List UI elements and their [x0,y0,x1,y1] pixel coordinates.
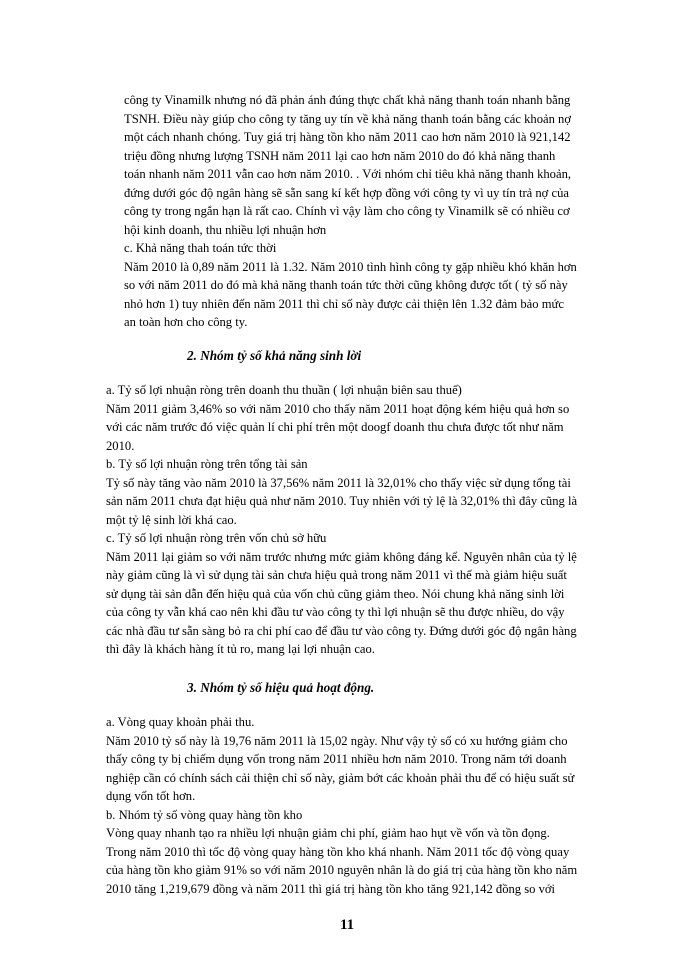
paragraph-line: Năm 2010 tỷ số này là 19,76 năm 2011 là 15,02 ngày. Như vậy tỷ số có xu hướng giảm cho [106,734,568,748]
paragraph-line: công ty trong ngắn hạn là rất cao. Chính vì vậy làm cho công ty Vinamilk sẽ có nhiều cơ [124,204,570,218]
paragraph-line: nhỏ hơn 1) tuy nhiên đến năm 2011 thì chỉ số này được cải thiện lên 1.32 đảm bảo mức [124,297,564,311]
paragraph-line: một cách nhanh chóng. Tuy giá trị hàng tồn kho năm 2011 cao hơn năm 2010 là 921,142 [124,130,571,144]
paragraph-line: sử dụng tài sản dẫn đến hiệu quả của vốn chủ cũng giảm theo. Nói chung khả năng sinh lời [106,587,565,601]
paragraph-line: các nhà đầu tư sẵn sàng bỏ ra chi phí cao để đầu tư vào công ty. Đứng dưới góc độ ngân hàng [106,624,577,638]
paragraph-line: 2010 tăng 1,219,679 đồng và năm 2011 thì giá trị hàng tồn kho tăng 921,142 đồng so với [106,882,556,896]
paragraph-line: công ty Vinamilk nhưng nó đã phản ánh đúng thực chất khả năng thanh toán nhanh bằng [124,93,571,107]
subheading-line: c. Tỷ số lợi nhuận ròng trên vốn chủ sở hữu [106,531,327,545]
paragraph-line: so với năm 2011 do đó mà khả năng thanh toán tức thời cũng không được tốt ( tỷ số này [124,278,568,292]
paragraph-line: sản năm 2011 chưa đạt hiệu quả như năm 2010. Tuy nhiên với tỷ lệ là 32,01% thì đây cũng là [106,494,578,508]
paragraph-line: đứng dưới góc độ ngân hàng sẽ sẵn sang kí kết hợp đồng với công ty vì uy tín trả nợ của [124,186,569,200]
paragraph-line: Năm 2011 lại giảm so với năm trước nhưng mức giảm không đáng kể. Nguyên nhân của tỷ lệ [106,550,577,564]
paragraph-line: hội kinh doanh, thu nhiều lợi nhuận hơn [124,223,327,237]
subheading-line: b. Nhóm tỷ số vòng quay hàng tồn kho [106,808,303,822]
paragraph-line: Năm 2011 giảm 3,46% so với năm 2010 cho thấy năm 2011 hoạt động kém hiệu quả hơn so [106,402,570,416]
paragraph-line: triệu đồng nhưng lượng TSNH năm 2011 lại cao hơn năm 2010 do đó khả năng thanh [124,149,556,163]
subheading-line: c. Khả năng thah toán tức thời [124,241,277,255]
subheading-line: a. Vòng quay khoản phải thu. [106,715,255,729]
section-heading-2: 2. Nhóm tỷ số khả năng sinh lời [187,348,362,363]
section-heading-3: 3. Nhóm tỷ số hiệu quả hoạt động. [187,680,375,695]
paragraph-line: một tỷ lệ sinh lời khá cao. [106,513,237,527]
paragraph-line: toán nhanh năm 2011 vẫn cao hơn năm 2010. . Với nhóm chỉ tiêu khả năng thanh khoản, [124,167,572,181]
paragraph-line: này giảm cũng là vì sử dụng tài sản chưa hiệu quả trong năm 2011 vì thế mà giảm hiệu suất [106,568,567,582]
paragraph-line: với các năm trước đó việc quản lí chi phí trên một doogf doanh thu chưa được tốt như năm [106,420,564,434]
paragraph-line: của hàng tồn kho giảm 91% so với năm 2010 nguyên nhân là do giá trị của hàng tồn kho năm [106,863,578,877]
subheading-line: a. Tỷ số lợi nhuận ròng trên doanh thu thuần ( lợi nhuận biên sau thuế) [106,383,462,397]
paragraph-line: thì đây là khách hàng ít tủ ro, mang lại lợi nhuận cao. [106,642,375,656]
paragraph-line: Tỷ số này tăng vào năm 2010 là 37,56% năm 2011 là 32,01% cho thấy việc sử dụng tổng tài [106,476,571,490]
paragraph-line: Trong năm 2010 thì tốc độ vòng quay hàng tồn kho khá nhanh. Năm 2011 tốc độ vòng quay [106,845,570,859]
page-number: 11 [340,917,355,933]
paragraph-line: TSNH. Điều này giúp cho công ty tăng uy tín về khả năng thanh toán bằng các khoản nợ [124,112,571,126]
paragraph-line: an toàn hơn cho công ty. [124,315,248,329]
subheading-line: b. Tỷ số lợi nhuận ròng trên tổng tài sản [106,457,308,471]
paragraph-line: 2010. [106,439,135,453]
paragraph-line: thấy công ty bị chiếm dụng vốn trong năm 2011 nhiều hơn năm 2010. Trong năm tới doanh [106,752,567,766]
paragraph-line: Năm 2010 là 0,89 năm 2011 là 1.32. Năm 2010 tình hình công ty gặp nhiều khó khăn hơn [124,260,577,274]
paragraph-line: nghiệp cần có chính sách cải thiện chỉ số này, giảm bớt các khoản phải thu để có hiệu suất sử [106,771,575,785]
paragraph-line: Vòng quay nhanh tạo ra nhiều lợi nhuận giảm chi phí, giảm hao hụt về vốn và tồn đọng. [106,826,550,840]
paragraph-line: của công ty vẫn khá cao nên khi đầu tư vào công ty thì lợi nhuận sẽ thu được nhiều, do vậy [106,605,565,619]
paragraph-line: dụng vốn tốt hơn. [106,789,196,803]
